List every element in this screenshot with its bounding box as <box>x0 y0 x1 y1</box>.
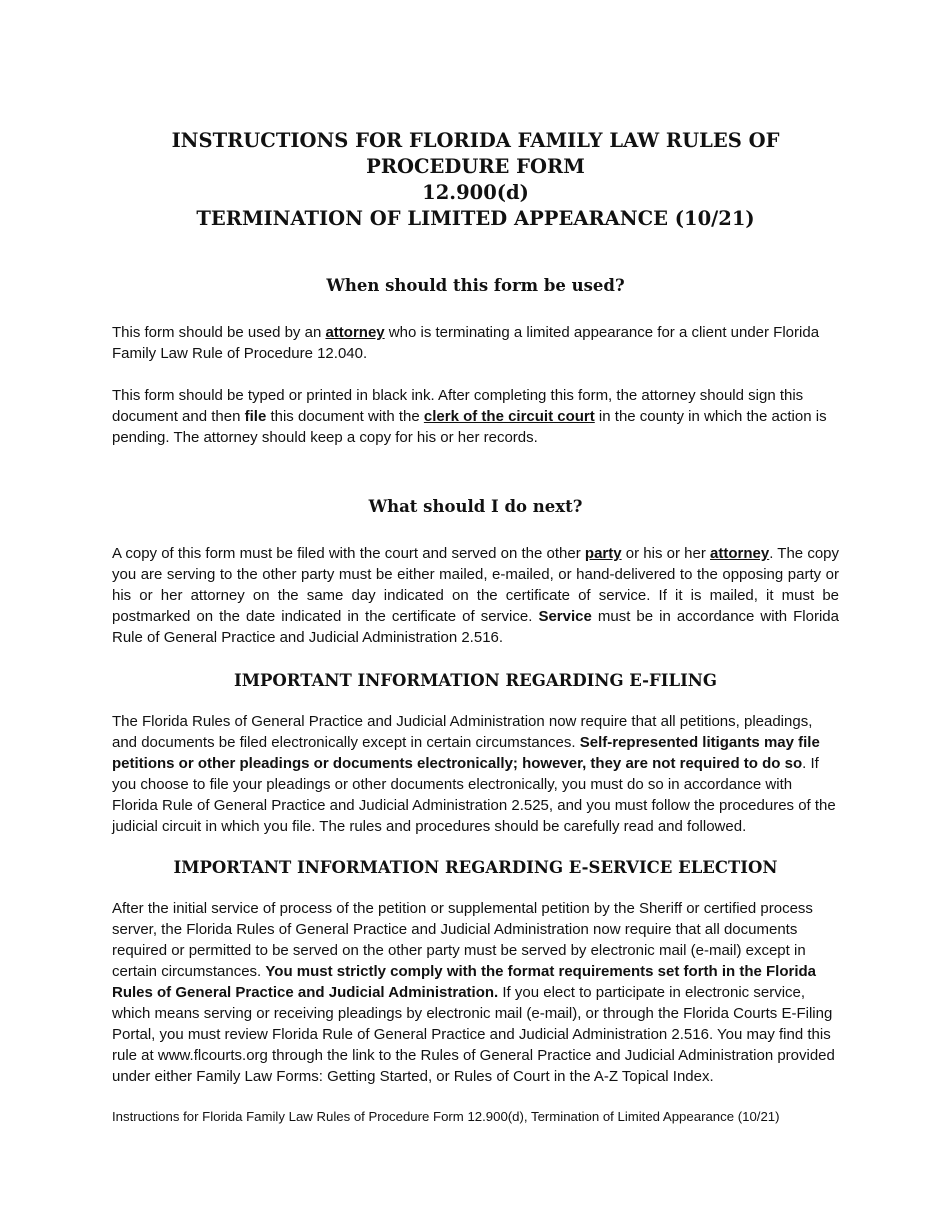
page-footer: Instructions for Florida Family Law Rules of Procedure Form 12.900(d), Termination of Limited Appearance (10/21) <box>112 1109 780 1124</box>
efiling-emphasis: Self-represented litigants may file petitions or other pleadings or documents electronically; however, they are not required to do so <box>112 734 820 772</box>
party-term: party <box>584 545 622 562</box>
eservice-heading: IMPORTANT INFORMATION REGARDING E-SERVICE ELECTION <box>173 858 778 877</box>
when-paragraph-1: This form should be used by an attorney who is terminating a limited appearance for a client under Florida Family Law Rule of Procedure 12.040. <box>112 324 820 362</box>
next-heading: What should I do next? <box>368 497 583 516</box>
document-page <box>112 128 839 1087</box>
service-term: Service <box>538 608 592 625</box>
title-line-3: TERMINATION OF LIMITED APPEARANCE (10/21) <box>196 207 755 230</box>
attorney-term: attorney <box>325 324 385 341</box>
title-line-1: INSTRUCTIONS FOR FLORIDA FAMILY LAW RULES OF PROCEDURE FORM <box>171 129 780 178</box>
when-paragraph-2: This form should be typed or printed in black ink. After completing this form, the attorney should sign this document and then file this document with the clerk of the circuit court in the county in which the action is pending. The attorney should keep a copy for his or her records. <box>112 387 827 446</box>
eservice-emphasis: You must strictly comply with the format requirements set forth in the Florida Rules of General Practice and Judicial Administration. <box>112 963 817 1001</box>
efiling-heading: IMPORTANT INFORMATION REGARDING E-FILING <box>234 671 717 690</box>
efiling-paragraph: The Florida Rules of General Practice and Judicial Administration now require that all petitions, pleadings, and documents be filed electronically except in certain circumstances. Self-represented litigants may file petitions or other pleadings or documents electronically; however, they are not required to do so. If you choose to file your pleadings or other documents electronically, you must do so in accordance with Florida Rule of General Practice and Judicial Administration 2.525, and you must follow the procedures of the judicial circuit in which you file. The rules and procedures should be carefully read and followed. <box>112 713 836 835</box>
eservice-paragraph: After the initial service of process of the petition or supplemental petition by the Sheriff or certified process server, the Florida Rules of General Practice and Judicial Administration now require that all documents required or permitted to be served on the other party must be served by electronic mail (e-mail) except in certain circumstances. You must strictly comply with the format requirements set forth in the Florida Rules of General Practice and Judicial Administration. If you elect to participate in electronic service, which means serving or receiving pleadings by electronic mail (e-mail), or through the Florida Courts E-Filing Portal, you must review Florida Rule of General Practice and Judicial Administration 2.516. You may find this rule at www.flcourts.org through the link to the Rules of General Practice and Judicial Administration provided under either Family Law Forms: Getting Started, or Rules of Court in the A-Z Topical Index. <box>112 900 835 1085</box>
document-title <box>112 128 839 232</box>
clerk-term: clerk of the circuit court <box>423 408 595 425</box>
title-line-2: 12.900(d) <box>422 181 529 204</box>
when-heading: When should this form be used? <box>326 276 625 295</box>
attorney-term: attorney <box>710 545 770 562</box>
file-term: file <box>244 408 267 425</box>
next-paragraph-1: A copy of this form must be filed with the court and served on the other party or his or her attorney. The copy you are serving to the other party must be either mailed, e-mailed, or hand-delivered to the opposing party or his or her attorney on the same day indicated on the certificate of service. If it is mailed, it must be postmarked on the date indicated in the certificate of service. Service must be in accordance with Florida Rule of General Practice and Judicial Administration 2.516. <box>112 545 840 646</box>
